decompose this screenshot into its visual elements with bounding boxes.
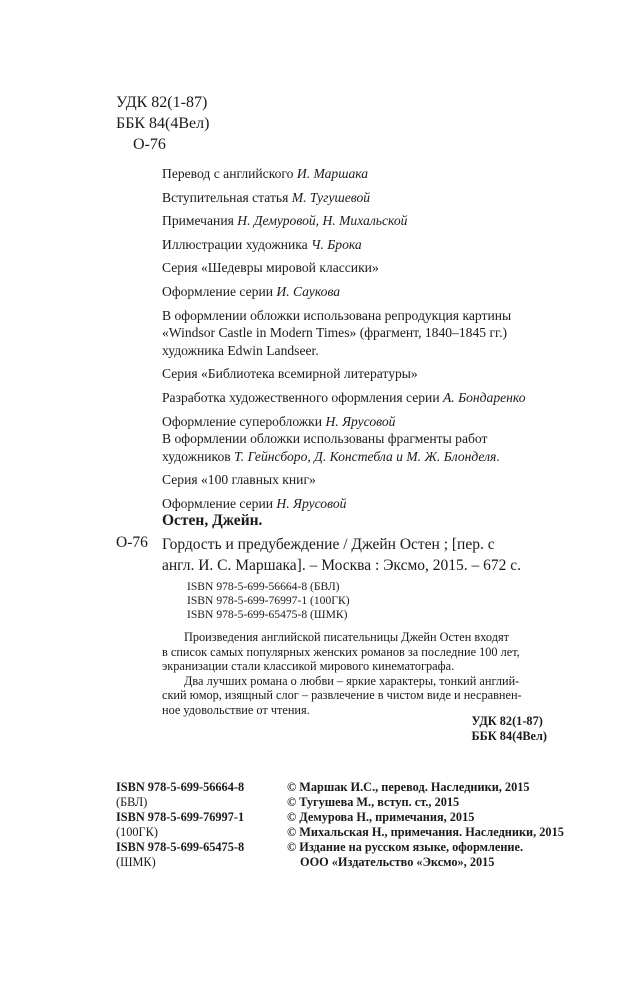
credit-design-development: Разработка художественного оформления серии А. Бондаренко xyxy=(162,389,526,405)
catalog-codes xyxy=(472,714,547,744)
catalog-title: Гордость и предубеждение / Джейн Остен ; [пер. с англ. И. С. Маршака]. – Москва : Эксмо, 2015. – 672 с. xyxy=(162,536,522,574)
copyright-line: ООО «Издательство «Эксмо», 2015 xyxy=(300,855,495,869)
annotation: Произведения английской писательницы Джейн Остен входят в список самых популярных женских романов за последние 100 лет, экранизации стали классикой мирового кинематографа. Два лучших романа о любви – яркие характеры, тонкий англий- ский юмор, изящный слог – развлечение в чистом виде и несравнен- ное удовольствие от чтения. xyxy=(162,630,522,717)
copyright-line: © Издание на русском языке, оформление. xyxy=(287,840,524,854)
credit-dust-jacket: Оформление суперобложки Н. Ярусовой xyxy=(162,413,396,429)
cover-note-2: В оформлении обложки использованы фрагменты работ художников Т. Гейнсборо, Д. Констебла и М. Ж. Блонделя. xyxy=(162,431,500,464)
footer-isbn-list: ISBN 978-5-699-56664-8 (БВЛ) ISBN 978-5-699-76997-1 (100ГК) ISBN 978-5-699-65475-8 (ШМК) xyxy=(116,780,245,869)
credit-series-3: Серия «100 главных книг» xyxy=(162,472,316,488)
copyright-line: © Михальская Н., примечания. Наследники, 2015 xyxy=(287,825,564,839)
credit-series-design-3: Оформление серии Н. Ярусовой xyxy=(162,495,347,511)
bbk-code: ББК 84(4Вел) xyxy=(116,115,210,132)
author-sign: О-76 xyxy=(133,136,166,153)
copyright-line: © Демурова Н., примечания, 2015 xyxy=(287,810,475,824)
credits-block xyxy=(162,165,526,519)
copyright-line: © Маршак И.С., перевод. Наследники, 2015 xyxy=(287,780,530,794)
catalog-bbk: ББК 84(4Вел) xyxy=(471,729,547,743)
credit-notes: Примечания Н. Демуровой, Н. Михальской xyxy=(162,213,408,229)
catalog-isbn-list xyxy=(187,580,350,622)
copyright-line: © Тугушева М., вступ. ст., 2015 xyxy=(287,795,460,809)
credit-series-2: Серия «Библиотека всемирной литературы» xyxy=(162,366,418,382)
isbn-line: ISBN 978-5-699-65475-8 (ШМК) xyxy=(187,608,348,621)
udk-code: УДК 82(1-87) xyxy=(116,94,208,111)
credit-series-design-1: Оформление серии И. Саукова xyxy=(162,283,341,299)
catalog-udk: УДК 82(1-87) xyxy=(471,714,543,728)
isbn-line: ISBN 978-5-699-76997-1 (100ГК) xyxy=(187,594,350,607)
classification-codes xyxy=(116,92,209,155)
credit-translation: Перевод с английского И. Маршака xyxy=(162,166,369,181)
catalog-author-sign: О-76 xyxy=(116,534,148,551)
credit-illustrations: Иллюстрации художника Ч. Брока xyxy=(162,236,362,252)
catalog-author: Остен, Джейн. xyxy=(162,512,263,529)
isbn-line: ISBN 978-5-699-56664-8 (БВЛ) xyxy=(187,580,340,593)
credit-intro: Вступительная статья М. Тугушевой xyxy=(162,189,371,205)
cover-note-1: В оформлении обложки использована репродукция картины «Windsor Castle in Modern Times» (фрагмент, 1840–1845 гг.) художника Edwin Landseer. xyxy=(162,307,512,358)
footer-copyrights xyxy=(287,780,564,870)
credit-series-1: Серия «Шедевры мировой классики» xyxy=(162,260,379,276)
